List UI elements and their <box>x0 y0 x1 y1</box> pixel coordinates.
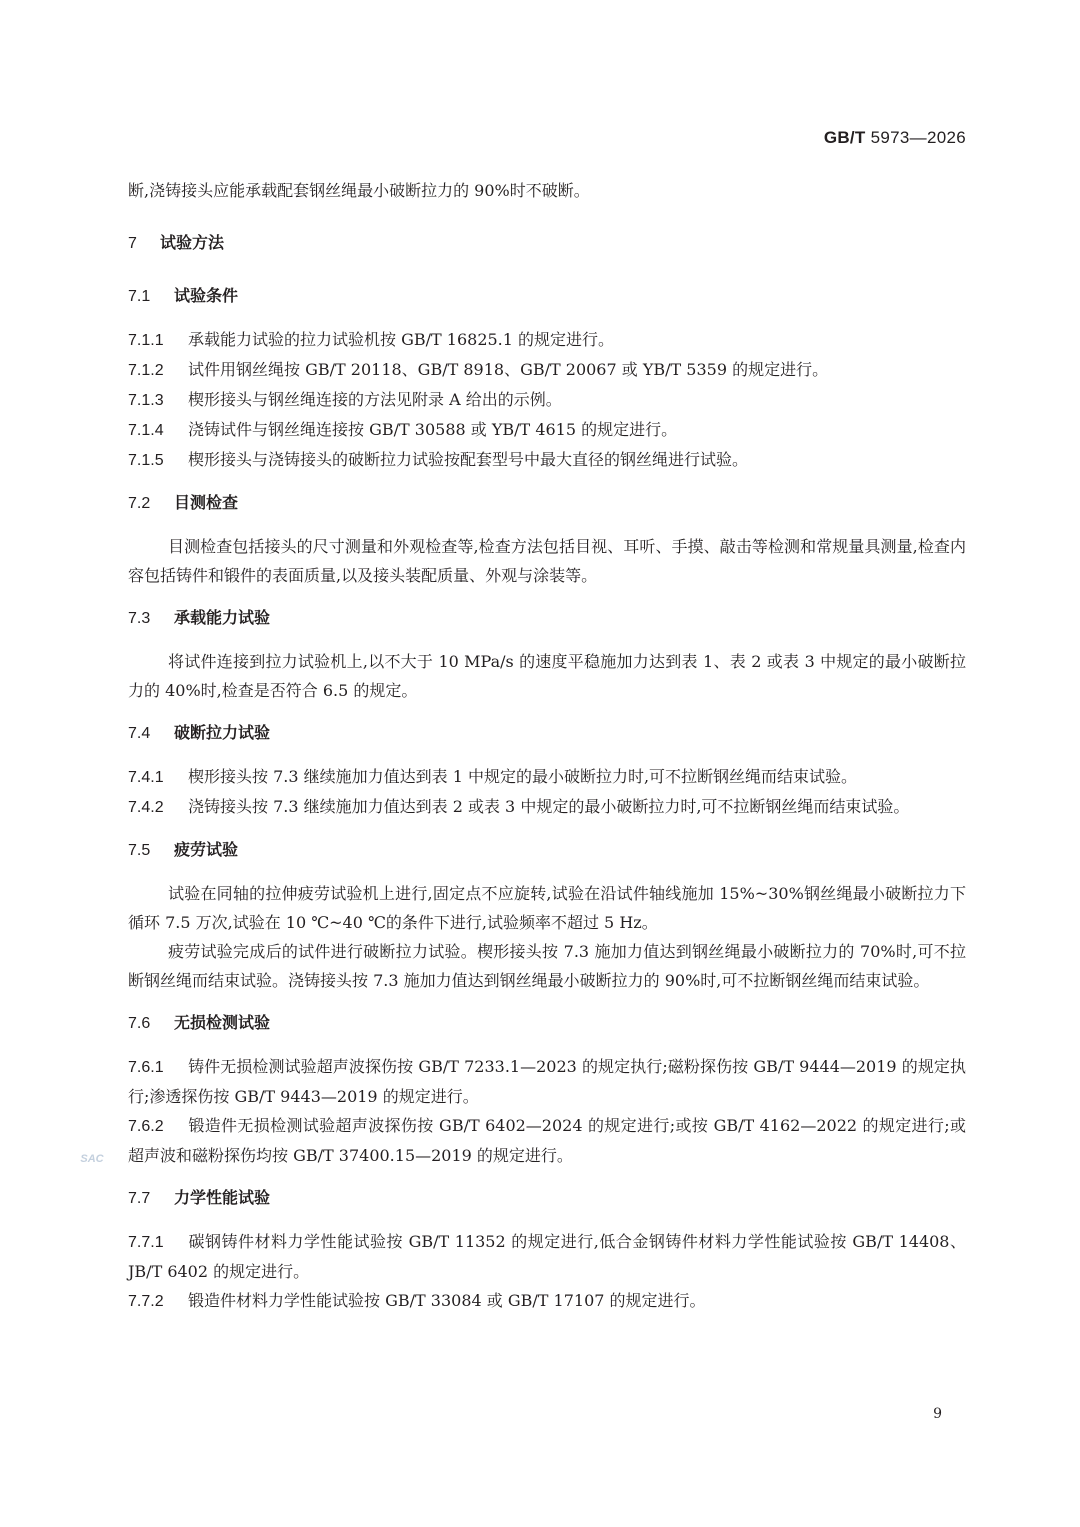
section-heading-7-5 <box>128 836 966 865</box>
clause-text: 铸件无损检测试验超声波探伤按 GB/T 7233.1—2023 的规定执行;磁粉探伤按 GB/T 9444—2019 的规定执行;渗透探伤按 GB/T 9443—2019 的规定进行。 <box>128 1057 966 1106</box>
clause-text: 浇铸试件与钢丝绳连接按 GB/T 30588 或 YB/T 4615 的规定进行。 <box>188 420 678 439</box>
section-number: 7.4 <box>128 725 151 742</box>
clause-7-1-5 <box>128 445 966 475</box>
standard-code <box>824 128 966 148</box>
section-title: 无损检测试验 <box>174 1015 271 1032</box>
section-number: 7.3 <box>128 610 151 627</box>
clause-text: 楔形接头与浇铸接头的破断拉力试验按配套型号中最大直径的钢丝绳进行试验。 <box>188 450 749 469</box>
clause-7-1-1 <box>128 325 966 355</box>
clause-text: 楔形接头按 7.3 继续施加力值达到表 1 中规定的最小破断拉力时,可不拉断钢丝绳而结束试验。 <box>188 767 858 786</box>
clause-number: 7.4.1 <box>128 769 164 786</box>
section-title: 试验条件 <box>174 288 239 305</box>
clause-7-6-2 <box>128 1111 966 1170</box>
clause-text: 楔形接头与钢丝绳连接的方法见附录 A 给出的示例。 <box>188 390 562 409</box>
section-number: 7 <box>128 235 137 252</box>
clause-number: 7.6.1 <box>128 1059 164 1076</box>
clause-number: 7.1.4 <box>128 422 164 439</box>
section-title: 力学性能试验 <box>174 1190 271 1207</box>
section-title: 试验方法 <box>160 235 225 252</box>
clause-number: 7.1.1 <box>128 332 164 349</box>
clause-text: 锻造件材料力学性能试验按 GB/T 33084 或 GB/T 17107 的规定进行。 <box>188 1291 706 1310</box>
clause-7-1-3 <box>128 385 966 415</box>
clause-number: 7.6.2 <box>128 1118 164 1135</box>
section-number: 7.7 <box>128 1190 151 1207</box>
paragraph-7-3: 将试件连接到拉力试验机上,以不大于 10 MPa/s 的速度平稳施加力达到表 1、表 2 或表 3 中规定的最小破断拉力的 40%时,检查是否符合 6.5 的规定。 <box>128 652 966 700</box>
clause-number: 7.1.5 <box>128 452 164 469</box>
paragraph-7-5-b: 疲劳试验完成后的试件进行破断拉力试验。楔形接头按 7.3 施加力值达到钢丝绳最小破断拉力的 70%时,可不拉断钢丝绳而结束试验。浇铸接头按 7.3 施加力值达到钢丝绳最小破断拉力的 90%时,可不拉断钢丝绳而结束试验。 <box>128 942 966 990</box>
section-heading-7-7 <box>128 1184 966 1213</box>
standard-code-number: 5973—2026 <box>870 128 966 147</box>
section-number: 7.6 <box>128 1015 151 1032</box>
section-heading-7 <box>128 229 966 258</box>
clause-7-1-4 <box>128 415 966 445</box>
section-heading-7-4 <box>128 719 966 748</box>
sac-watermark-logo: SAC <box>80 1153 104 1165</box>
paragraph-7-2: 目测检查包括接头的尺寸测量和外观检查等,检查方法包括目视、耳听、手摸、敲击等检测和常规量具测量,检查内容包括铸件和锻件的表面质量,以及接头装配质量、外观与涂装等。 <box>128 537 966 585</box>
clause-7-4-1 <box>128 762 966 792</box>
standard-code-prefix: GB/T <box>823 128 866 147</box>
section-heading-7-1 <box>128 282 966 311</box>
clause-number: 7.7.2 <box>128 1293 164 1310</box>
clause-number: 7.7.1 <box>128 1234 164 1251</box>
section-number: 7.5 <box>128 842 151 859</box>
page-number: 9 <box>933 1406 942 1422</box>
section-number: 7.2 <box>128 495 151 512</box>
section-title: 疲劳试验 <box>174 842 239 859</box>
section-title: 破断拉力试验 <box>174 725 271 742</box>
paragraph-7-5-a: 试验在同轴的拉伸疲劳试验机上进行,固定点不应旋转,试验在沿试件轴线施加 15%~30%钢丝绳最小破断拉力下循环 7.5 万次,试验在 10 ℃~40 ℃的条件下进行,试验频率不超过 5 Hz。 <box>128 884 966 932</box>
clause-text: 锻造件无损检测试验超声波探伤按 GB/T 6402—2024 的规定进行;或按 GB/T 4162—2022 的规定进行;或超声波和磁粉探伤均按 GB/T 37400.15—2019 的规定进行。 <box>128 1116 966 1165</box>
section-heading-7-6 <box>128 1009 966 1038</box>
paragraph-continuation: 断,浇铸接头应能承载配套钢丝绳最小破断拉力的 90%时不破断。 <box>128 181 590 200</box>
clause-7-1-2 <box>128 355 966 385</box>
document-body <box>128 176 966 1316</box>
clause-7-6-1 <box>128 1052 966 1111</box>
clause-text: 浇铸接头按 7.3 继续施加力值达到表 2 或表 3 中规定的最小破断拉力时,可不拉断钢丝绳而结束试验。 <box>188 797 910 816</box>
clause-7-4-2 <box>128 792 966 822</box>
section-heading-7-3 <box>128 604 966 633</box>
clause-7-7-2 <box>128 1286 966 1316</box>
clause-number: 7.4.2 <box>128 799 164 816</box>
section-title: 目测检查 <box>174 495 239 512</box>
clause-text: 试件用钢丝绳按 GB/T 20118、GB/T 8918、GB/T 20067 或 YB/T 5359 的规定进行。 <box>188 360 829 379</box>
section-heading-7-2 <box>128 489 966 518</box>
section-number: 7.1 <box>128 288 151 305</box>
clause-number: 7.1.2 <box>128 362 164 379</box>
clause-7-7-1 <box>128 1227 966 1286</box>
clause-text: 碳钢铸件材料力学性能试验按 GB/T 11352 的规定进行,低合金钢铸件材料力学性能试验按 GB/T 14408、JB/T 6402 的规定进行。 <box>128 1232 966 1281</box>
clause-text: 承载能力试验的拉力试验机按 GB/T 16825.1 的规定进行。 <box>188 330 615 349</box>
section-title: 承载能力试验 <box>174 610 271 627</box>
clause-number: 7.1.3 <box>128 392 164 409</box>
